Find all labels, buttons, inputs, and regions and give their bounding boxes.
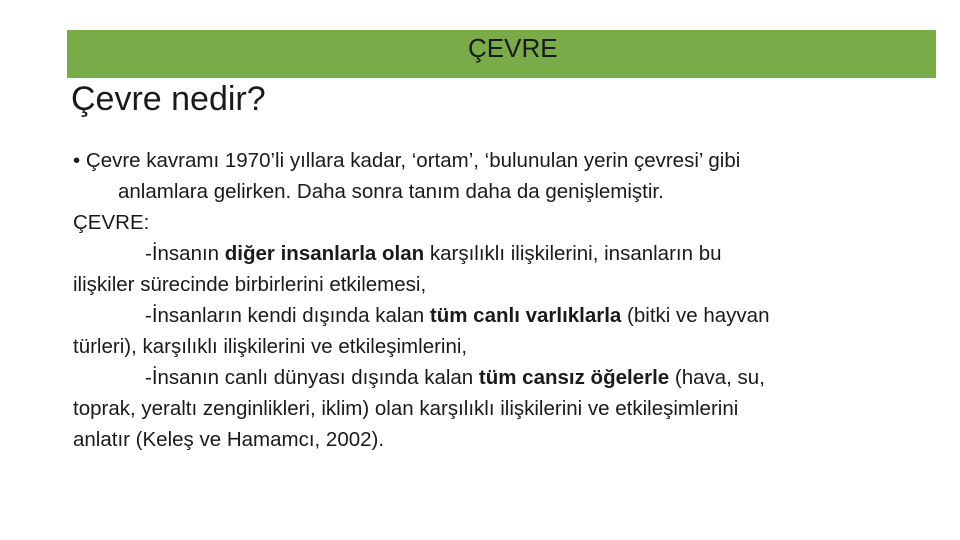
p3-bold: tüm cansız öğelerle	[478, 366, 670, 389]
paragraph-3-line-2: toprak, yeraltı zenginlikleri, iklim) olan karşılıklı ilişkilerini ve etkileşimlerini	[73, 397, 739, 420]
page-title: Çevre nedir?	[71, 80, 266, 118]
banner-title: ÇEVRE	[468, 33, 558, 63]
paragraph-1-line-1	[73, 238, 933, 269]
bullet-marker: •	[73, 149, 81, 172]
p2-pre: -İnsanların kendi dışında kalan	[145, 304, 430, 327]
p2-bold: tüm canlı varlıklarla	[429, 304, 622, 327]
paragraph-3-line-3: anlatır (Keleş ve Hamamcı, 2002).	[73, 428, 385, 451]
content-body	[73, 145, 933, 455]
paragraph-2-line-2: türleri), karşılıklı ilişkilerini ve etkileşimlerini,	[73, 335, 468, 358]
p3-pre: -İnsanın canlı dünyası dışında kalan	[145, 366, 479, 389]
p1-bold: diğer insanlarla olan	[224, 242, 425, 265]
p1-post: karşılıklı ilişkilerini, insanların bu	[424, 242, 722, 265]
paragraph-2-line-1	[73, 300, 933, 331]
section-label: ÇEVRE:	[73, 211, 150, 234]
paragraph-3-line-1	[73, 362, 933, 393]
paragraph-1-line-2: ilişkiler sürecinde birbirlerini etkilemesi,	[73, 273, 427, 296]
bullet-line-2: anlamlara gelirken. Daha sonra tanım daha da genişlemiştir.	[118, 180, 664, 203]
p3-post: (hava, su,	[669, 366, 765, 389]
bullet-text-1: Çevre kavramı 1970’li yıllara kadar, ‘ortam’, ‘bulunulan yerin çevresi’ gibi	[85, 149, 741, 172]
p2-post: (bitki ve hayvan	[621, 304, 770, 327]
p1-pre: -İnsanın	[145, 242, 225, 265]
bullet-line-1	[73, 145, 933, 176]
